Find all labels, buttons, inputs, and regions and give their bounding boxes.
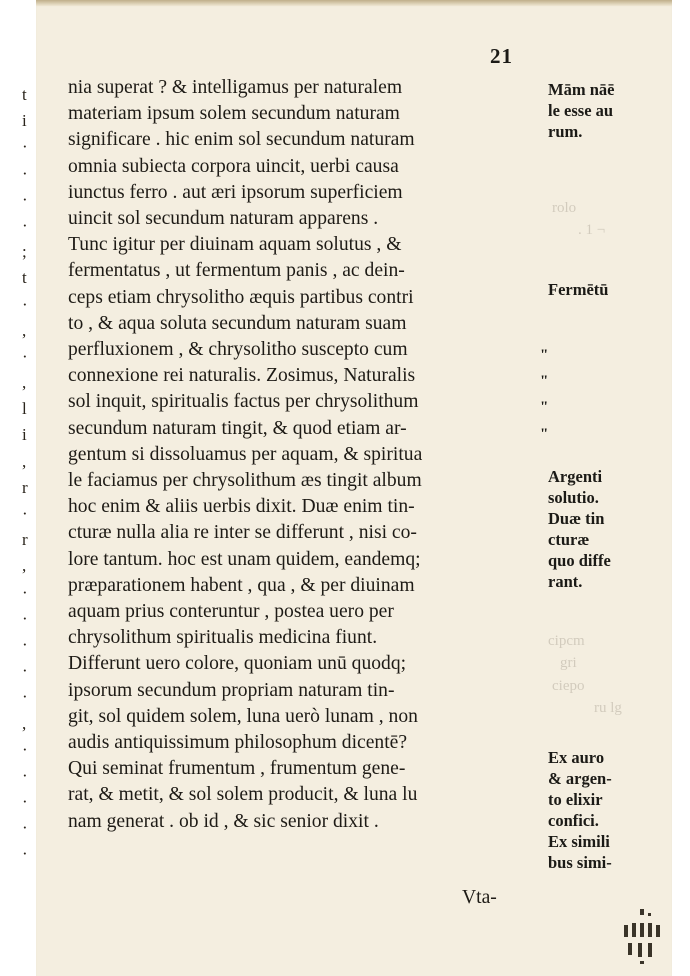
text-line: git, sol quidem solem, luna uerò lunam , non — [68, 705, 418, 727]
text-line: nam generat . ob id , & sic senior dixit . — [68, 810, 379, 832]
margin-note-line: le esse au — [548, 101, 614, 120]
margin-note-line: solutio. — [548, 488, 599, 507]
text-line: perfluxionem , & chrysolitho suscepto cum — [68, 339, 408, 361]
text-line: lore tantum. hoc est unam quidem, eandemq; — [68, 548, 421, 570]
margin-mark: · — [22, 608, 28, 628]
margin-mark: · — [22, 346, 28, 366]
margin-mark: t — [22, 268, 27, 288]
margin-mark: i — [22, 425, 27, 445]
quote-mark: " — [540, 425, 549, 442]
text-line: præparationem habent , qua , & per diuinam — [68, 574, 415, 596]
margin-note-line: Argenti — [548, 467, 603, 486]
text-line: Tunc igitur per diuinam aquam solutus , & — [68, 234, 402, 256]
text-line: le faciamus per chrysolithum æs tingit album — [68, 470, 422, 492]
margin-mark: · — [22, 582, 28, 602]
margin-mark: · — [22, 844, 28, 864]
text-line: hoc enim & aliis uerbis dixit. Duæ enim tin- — [68, 496, 415, 518]
margin-mark: , — [22, 556, 27, 576]
text-line: cturæ nulla alia re inter se differunt , nisi co- — [68, 522, 417, 544]
text-line: materiam ipsum solem secundum naturam — [68, 103, 400, 125]
margin-mark: i — [22, 111, 27, 131]
catchword: Vta- — [462, 887, 497, 908]
margin-note — [548, 79, 614, 142]
text-line: iunctus ferro . aut æri ipsorum superficiem — [68, 181, 403, 203]
text-line: gentum si dissoluamus per aquam, & spiritua — [68, 443, 423, 465]
margin-note-line: Fermētū — [548, 280, 609, 299]
page-top-edge — [36, 0, 672, 6]
text-line: sol inquit, spiritualis factus per chrysolithum — [68, 391, 419, 413]
margin-note-line: rant. — [548, 572, 583, 591]
text-line: uincit sol secundum naturam apparens . — [68, 208, 379, 230]
margin-note — [548, 747, 612, 873]
page-number: 21 — [490, 44, 513, 68]
margin-mark: · — [22, 634, 28, 654]
text-line: aquam prius conteruntur , postea uero per — [68, 601, 394, 623]
margin-mark: l — [22, 399, 27, 419]
margin-mark: · — [22, 163, 28, 183]
text-line: Qui seminat frumentum , frumentum gene- — [68, 758, 406, 780]
quotation-marks — [540, 342, 548, 447]
margin-note-line: & argen- — [548, 769, 612, 788]
scan-background — [0, 0, 36, 976]
margin-mark: , — [22, 451, 27, 471]
margin-mark: t — [22, 85, 27, 104]
show-through-text: gri — [560, 655, 577, 671]
text-line: ipsorum secundum propriam naturam tin- — [68, 679, 395, 701]
margin-mark: · — [22, 504, 28, 523]
text-line: significare . hic enim sol secundum naturam — [68, 129, 415, 151]
margin-mark: , — [22, 713, 27, 733]
margin-note-line: rum. — [548, 122, 583, 141]
margin-mark: · — [22, 818, 28, 838]
margin-mark: · — [22, 137, 28, 157]
show-through-text: cipcm — [548, 633, 585, 649]
margin-mark: · — [22, 215, 28, 235]
printers-ornament-icon — [620, 905, 668, 965]
margin-note — [548, 279, 608, 300]
margin-note-line: cturæ — [548, 530, 590, 549]
text-line: secundum naturam tingit, & quod etiam ar- — [68, 417, 407, 439]
margin-mark: · — [22, 189, 28, 209]
margin-note-line: Ex simili — [548, 832, 610, 851]
margin-mark: , — [22, 320, 27, 340]
margin-mark: · — [22, 739, 28, 759]
text-line: nia superat ? & intelligamus per naturalem — [68, 77, 403, 98]
margin-mark: , — [22, 373, 27, 393]
body-text — [68, 75, 538, 835]
text-line: Differunt uero colore, quoniam unū quodq; — [68, 653, 407, 675]
show-through-text: ru lg — [594, 700, 622, 716]
left-margin-marks — [22, 82, 28, 868]
margin-note — [548, 466, 611, 592]
margin-note-line: Mām nāē — [548, 80, 615, 99]
margin-note-line: to elixir — [548, 790, 603, 809]
text-line: audis antiquissimum philosophum dicentē? — [68, 732, 408, 754]
text-line: chrysolithum spiritualis medicina fiunt. — [68, 627, 378, 649]
margin-note-line: Duæ tin — [548, 509, 605, 528]
text-line: ceps etiam chrysolitho æquis partibus contri — [68, 286, 414, 308]
margin-note-line: Ex auro — [548, 748, 605, 767]
quote-mark: " — [540, 347, 549, 363]
margin-mark: · — [22, 661, 28, 681]
text-line: to , & aqua soluta secundum naturam suam — [68, 312, 407, 334]
margin-mark: r — [22, 477, 28, 497]
quote-mark: " — [540, 399, 549, 416]
margin-mark: · — [22, 687, 28, 707]
show-through-text: rolo — [552, 200, 577, 216]
show-through-text: . 1 ¬ — [578, 222, 606, 238]
margin-mark: ; — [22, 242, 27, 262]
margin-note-line: confici. — [548, 811, 599, 830]
margin-mark: · — [22, 792, 28, 812]
text-line: omnia subiecta corpora uincit, uerbi causa — [68, 155, 399, 177]
margin-note-line: quo diffe — [548, 551, 611, 570]
show-through-text: ciepo — [552, 678, 585, 694]
text-line: fermentatus , ut fermentum panis , ac dein- — [68, 260, 405, 282]
text-line: rat, & metit, & sol solem producit, & luna lu — [68, 784, 418, 806]
margin-mark: · — [22, 765, 28, 785]
quote-mark: " — [540, 373, 549, 390]
margin-note-line: bus simi- — [548, 853, 612, 872]
text-line: connexione rei naturalis. Zosimus, Naturalis — [68, 365, 416, 387]
margin-mark: r — [22, 530, 28, 550]
margin-mark: · — [22, 294, 28, 314]
